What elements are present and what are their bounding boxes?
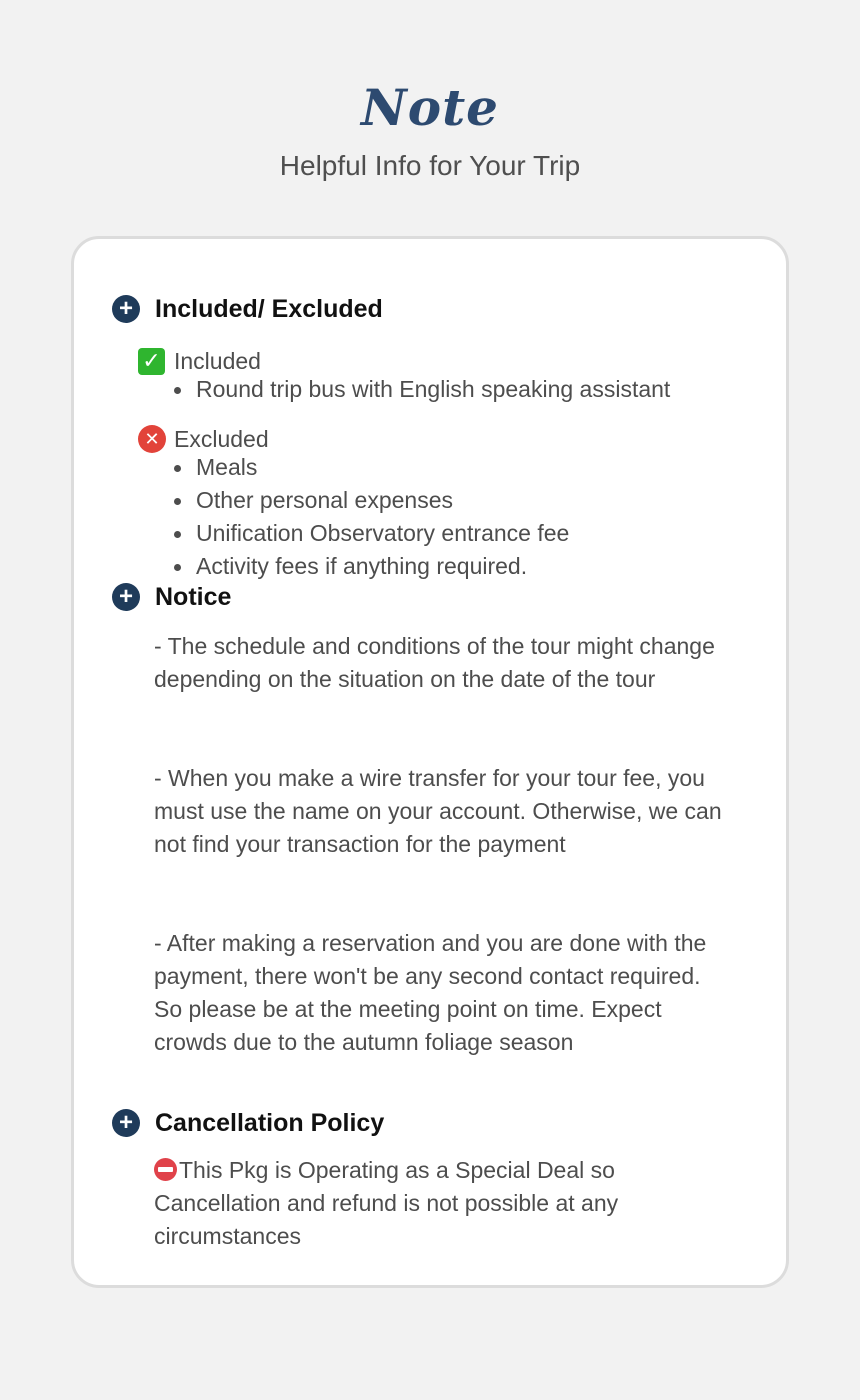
- notice-paragraph: - The schedule and conditions of the tour might change depending on the situation on the date of the tour: [154, 633, 715, 692]
- cancellation-text: [154, 1154, 734, 1253]
- list-item: Other personal expenses: [172, 484, 569, 517]
- notice-paragraph: - After making a reservation and you are done with the payment, there won't be any second contact required. So please be at the meeting point on time. Expect crowds due to the autumn foliage season: [154, 930, 707, 1055]
- section-heading: Notice: [155, 582, 232, 611]
- plus-circle-icon: +: [112, 1109, 140, 1137]
- list-item: Unification Observatory entrance fee: [172, 517, 569, 550]
- section-included-excluded[interactable]: [112, 293, 383, 325]
- section-heading: Cancellation Policy: [155, 1108, 385, 1137]
- included-label: Included: [174, 347, 261, 374]
- page-title: Note: [361, 78, 499, 137]
- section-notice[interactable]: [112, 581, 231, 613]
- cancellation-text-body: This Pkg is Operating as a Special Deal so Cancellation and refund is not possible at any circumstances: [154, 1157, 619, 1249]
- x-circle-icon: ✕: [138, 425, 166, 453]
- info-card: [71, 236, 789, 1288]
- excluded-list: [172, 451, 569, 583]
- excluded-label: Excluded: [174, 425, 269, 452]
- check-box-icon: ✓: [138, 348, 165, 375]
- plus-circle-icon: +: [112, 295, 140, 323]
- plus-circle-icon: +: [112, 583, 140, 611]
- list-item: Meals: [172, 451, 569, 484]
- no-entry-icon: [154, 1158, 177, 1181]
- notice-paragraph: - When you make a wire transfer for your tour fee, you must use the name on your account. Otherwise, we can not find your transaction for the payment: [154, 765, 722, 857]
- section-cancellation[interactable]: [112, 1107, 384, 1139]
- section-heading: Included/ Excluded: [155, 294, 383, 323]
- list-item: Activity fees if anything required.: [172, 550, 569, 583]
- list-item: Round trip bus with English speaking assistant: [172, 373, 670, 406]
- excluded-heading: [138, 424, 269, 454]
- included-list: [172, 373, 670, 406]
- included-heading: [138, 346, 261, 376]
- page-subtitle: Helpful Info for Your Trip: [279, 150, 581, 181]
